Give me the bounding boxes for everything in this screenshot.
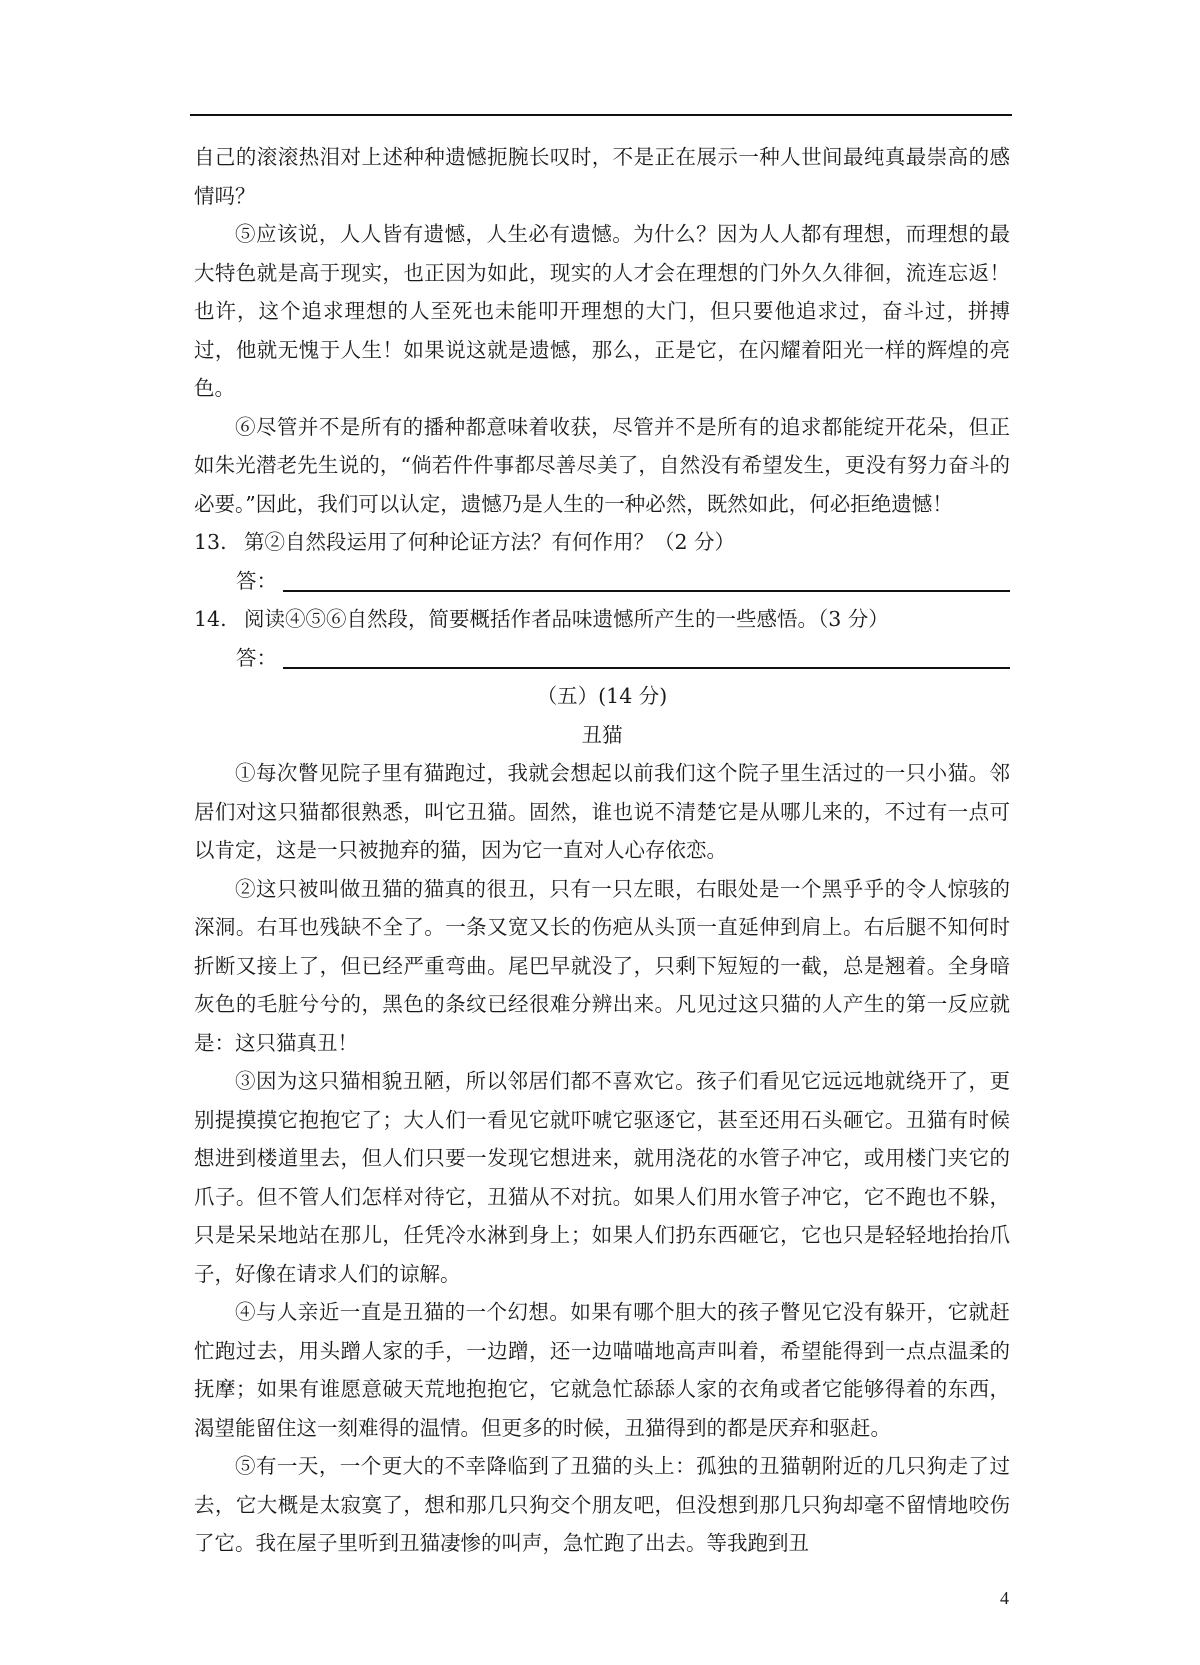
- question-14: [194, 600, 1010, 639]
- answer-line-14: [236, 639, 1010, 678]
- page-content: [194, 138, 1010, 1563]
- question-number: 14.: [194, 607, 227, 631]
- paragraph-6: ⑥尽管并不是所有的播种都意味着收获，尽管并不是所有的追求都能绽开花朵，但正如朱光潜老先生说的，“倘若件件事都尽善尽美了，自然没有希望发生，更没有努力奋斗的必要。”因此，我们可以认定，遗憾乃是人生的一种必然，既然如此，何必拒绝遗憾！: [194, 414, 1010, 516]
- answer-label: 答：: [236, 568, 277, 593]
- story-paragraph-3: ③因为这只猫相貌丑陋，所以邻居们都不喜欢它。孩子们看见它远远地就绕开了，更别提摸摸它抱抱它了；大人们一看见它就吓唬它驱逐它，甚至还用石头砸它。丑猫有时候想进到楼道里去，但人们只要一发现它想进来，就用浇花的水管子冲它，或用楼门夹它的爪子。但不管人们怎样对待它，丑猫从不对抗。如果人们用水管子冲它，它不跑也不躲，只是呆呆地站在那儿，任凭冷水淋到身上；如果人们扔东西砸它，它也只是轻轻地抬抬爪子，好像在请求人们的谅解。: [194, 1069, 1010, 1286]
- page-number: 4: [1000, 1588, 1009, 1608]
- story-paragraph-5: ⑤有一天，一个更大的不幸降临到了丑猫的头上：孤独的丑猫朝附近的几只狗走了过去，它大概是太寂寞了，想和那几只狗交个朋友吧，但没想到那几只狗却毫不留情地咬伤了它。我在屋子里听到丑猫凄惨的叫声，急忙跑了出去。等我跑到丑: [194, 1454, 1010, 1555]
- answer-blank[interactable]: [283, 566, 1010, 592]
- question-text: 第②自然段运用了何种论证方法？有何作用？（2 分）: [244, 530, 736, 554]
- question-number: 13.: [194, 530, 227, 554]
- story-paragraph-4: ④与人亲近一直是丑猫的一个幻想。如果有哪个胆大的孩子瞥见它没有躲开，它就赶忙跑过去，用头蹭人家的手，一边蹭，还一边喵喵地高声叫着，希望能得到一点点温柔的抚摩；如果有谁愿意破天荒地抱抱它，它就急忙舔舔人家的衣角或者它能够得着的东西，渴望能留住这一刻难得的温情。但更多的时候，丑猫得到的都是厌弃和驱赶。: [194, 1300, 1010, 1440]
- answer-line-13: [236, 562, 1010, 601]
- paragraph-continuation: 自己的滚滚热泪对上述种种遗憾扼腕长叹时，不是正在展示一种人世间最纯真最崇高的感情吗？: [194, 145, 1010, 208]
- header-rule: [190, 114, 1012, 116]
- story-paragraph-1: ①每次瞥见院子里有猫跑过，我就会想起以前我们这个院子里生活过的一只小猫。邻居们对这只猫都很熟悉，叫它丑猫。固然，谁也说不清楚它是从哪儿来的，不过有一点可以肯定，这是一只被抛弃的猫，因为它一直对人心存依恋。: [194, 761, 1010, 862]
- paragraph-5: ⑤应该说，人人皆有遗憾，人生必有遗憾。为什么？因为人人都有理想，而理想的最大特色就是高于现实，也正因为如此，现实的人才会在理想的门外久久徘徊，流连忘返！也许，这个追求理想的人至死也未能叩开理想的大门，但只要他追求过，奋斗过，拼搏过，他就无愧于人生！如果说这就是遗憾，那么，正是它，在闪耀着阳光一样的辉煌的亮色。: [194, 222, 1010, 400]
- story-paragraph-2: ②这只被叫做丑猫的猫真的很丑，只有一只左眼，右眼处是一个黑乎乎的令人惊骇的深洞。右耳也残缺不全了。一条又宽又长的伤疤从头顶一直延伸到肩上。右后腿不知何时折断又接上了，但已经严重弯曲。尾巴早就没了，只剩下短短的一截，总是翘着。全身暗灰色的毛脏兮兮的，黑色的条纹已经很难分辨出来。凡见过这只猫的人产生的第一反应就是：这只猫真丑！: [194, 876, 1010, 1055]
- answer-blank[interactable]: [283, 643, 1010, 669]
- section-heading: （五）(14 分): [536, 684, 668, 708]
- question-text: 阅读④⑤⑥自然段，简要概括作者品味遗憾所产生的一些感悟。（3 分）: [244, 607, 889, 631]
- story-title: 丑猫: [581, 722, 623, 747]
- answer-label: 答：: [236, 645, 277, 670]
- question-13: [194, 523, 1010, 562]
